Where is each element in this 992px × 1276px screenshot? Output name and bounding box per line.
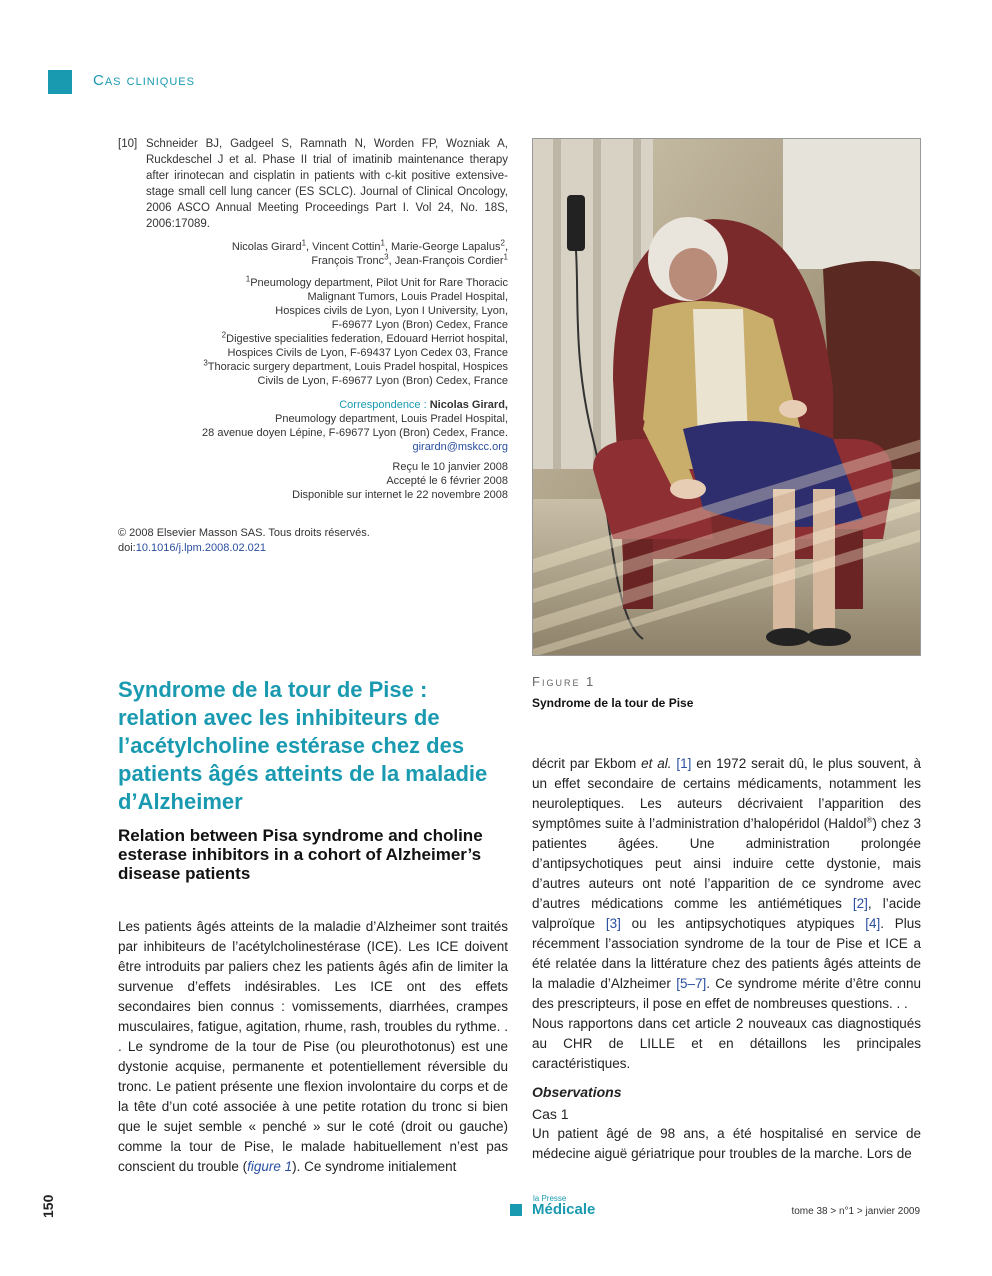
correspondence-name: Nicolas Girard,: [429, 399, 508, 411]
paragraph-text: ). Ce syndrome initialement: [292, 1159, 457, 1174]
paragraph-text: , l’acide valproïque: [532, 896, 921, 931]
affil-line: Digestive specialities federation, Edouard Herriot hospital,: [226, 333, 508, 345]
paragraph-text: . Plus récemment l’association syndrome de la tour de Pise et ICE a été relatée dans la littérature chez des patients âgés atteints de la maladie d’Alzheimer: [532, 916, 922, 991]
copyright-text: © 2008 Elsevier Masson SAS. Tous droits réservés.: [118, 527, 370, 539]
section-heading-observations: Observations: [532, 1084, 622, 1100]
citation-link[interactable]: [1]: [676, 756, 692, 771]
doi-prefix: doi:: [118, 542, 136, 554]
figure-1-photo: [532, 138, 921, 656]
figure-caption: Syndrome de la tour de Pise: [532, 696, 694, 710]
article-subtitle: Relation between Pisa syndrome and choline esterase inhibitors in a cohort of Alzheimer’s disease patients: [118, 826, 483, 883]
author-name: François Tronc: [311, 255, 385, 267]
body-column-left: [118, 917, 508, 1177]
reference-number: [10]: [118, 138, 138, 150]
citation-link[interactable]: [2]: [852, 896, 868, 911]
et-al: et al.: [641, 756, 672, 771]
registered-mark: ®: [866, 815, 873, 825]
affil-line: Malignant Tumors, Louis Pradel Hospital,: [307, 291, 508, 303]
paragraph: Nous rapportons dans cet article 2 nouveaux cas diagnostiqués au CHR de LILLE et en détaillons les principales caractéristiques.: [532, 1016, 921, 1071]
author-sup: 2: [500, 238, 505, 248]
author-name: Marie-George Lapalus: [391, 241, 501, 253]
paragraph: [118, 917, 508, 1177]
paragraph-text: en 1972 serait dû, le plus souvent, à un effet secondaire de certains médicaments, notamment les neuroleptiques. Les auteurs décrivaient l’apparition des symptômes suite à l’administration d’halopéridol (Haldol: [532, 756, 921, 831]
author-name: Nicolas Girard: [231, 241, 302, 253]
author-list: Nicolas Girard$^1$, Vincent Cottin$^1$, Marie-George Lapalus$^2$, François Tronc$^3$, Jean-François Cordier$^1$: [231, 238, 508, 267]
author-sup: 3: [384, 252, 389, 262]
paragraph-text: ou les antipsychotiques atypiques: [620, 916, 866, 931]
correspondence-line: 28 avenue doyen Lépine, F-69677 Lyon (Bron) Cedex, France.: [202, 427, 508, 439]
doi-link[interactable]: 10.1016/j.lpm.2008.02.021: [135, 542, 267, 554]
date-online: Disponible sur internet le 22 novembre 2008: [292, 489, 508, 501]
correspondence-label: Correspondence :: [339, 399, 427, 411]
subheading-cas-1: Cas 1: [532, 1106, 569, 1122]
citation-link[interactable]: [5–7]: [676, 976, 707, 991]
journal-logo-mark: [510, 1204, 522, 1216]
journal-logo-small: la Presse: [533, 1194, 567, 1203]
affil-sup: 3: [203, 358, 208, 368]
issue-info: tome 38 > n°1 > janvier 2009: [791, 1206, 920, 1217]
affil-line: Hospices civils de Lyon, Lyon I University, Lyon,: [275, 305, 508, 317]
paragraph: [532, 754, 921, 1014]
page-number: 150: [40, 1194, 56, 1218]
author-sup: 1: [380, 238, 385, 248]
affil-line: Thoracic surgery department, Louis Pradel hospital, Hospices: [207, 361, 508, 373]
date-accepted: Accepté le 6 février 2008: [386, 475, 508, 487]
author-name: Vincent Cottin: [312, 241, 381, 253]
article-dates: [118, 460, 508, 502]
correspondence-line: Pneumology department, Louis Pradel Hospital,: [275, 413, 508, 425]
date-received: Reçu le 10 janvier 2008: [392, 461, 508, 473]
figure-label: Figure 1: [532, 674, 596, 689]
author-name: Jean-François Cordier: [394, 255, 504, 267]
correspondence: [118, 398, 508, 454]
paragraph-text: . Ce syndrome mérite d’être connu des prescripteurs, il pose en effet de nombreuses questions. . .: [532, 976, 921, 1011]
paragraph-text: décrit par Ekbom: [532, 756, 642, 771]
article-title: Syndrome de la tour de Pise : relation avec les inhibiteurs de l’acétylcholine estérase chez des patients âgés atteints de la maladie d’Alzheimer: [118, 677, 488, 814]
author-sup: 1: [503, 252, 508, 262]
section-label: Cas cliniques: [93, 72, 195, 89]
section-marker: [48, 70, 72, 94]
affil-line: Hospices Civils de Lyon, F-69437 Lyon Cedex 03, France: [227, 347, 508, 359]
figure-ref-link[interactable]: figure 1: [247, 1159, 293, 1174]
affil-line: Pneumology department, Pilot Unit for Rare Thoracic: [250, 277, 508, 289]
affil-line: F-69677 Lyon (Bron) Cedex, France: [331, 319, 508, 331]
patient-photo-image: [533, 139, 921, 656]
author-sup: 1: [301, 238, 307, 248]
reference-text: Schneider BJ, Gadgeel S, Ramnath N, Worden FP, Wozniak A, Ruckdeschel J et al. Phase II trial of imatinib maintenance therapy after irinotecan and cisplatin in patients with c-kit positive extensive-stage small cell lung cancer (ES SCLC). Journal of Clinical Oncology, 2006 ASCO Annual Meeting Proceedings Part I. Vol 24, No. 18S, 2006:17089.: [146, 138, 508, 230]
citation-link[interactable]: [3]: [605, 916, 621, 931]
affiliations: [118, 276, 508, 388]
copyright-block: [118, 526, 370, 556]
affil-sup: 1: [245, 274, 251, 284]
body-column-right: [532, 754, 921, 1164]
paragraph-text: Les patients âgés atteints de la maladie d’Alzheimer sont traités par inhibiteurs de l’acétylcholinestérase (ICE). Les ICE doivent être introduits par paliers chez les patients âgés afin de limiter la survenue d’effets indésirables. Les ICE ont des effets secondaires bien connus : vomissements, diarrhées, crampes musculaires, fatigue, agitation, rhume, rash, troubles du rythme. . . Le syndrome de la tour de Pise (ou pleurothotonus) est une dystonie acquise, permanente et potentiellement réversible du tronc. Le patient présente une flexion involontaire du corps et de la tête d’un coté associée à une petite rotation du tronc si bien que le sujet semble « penché » sur le coté (droit ou gauche) comme la tour de Pise, le malade habituellement n’est pas conscient du trouble (: [118, 919, 508, 1174]
email-link[interactable]: girardn@mskcc.org: [412, 441, 508, 453]
journal-logo: Médicale: [532, 1201, 596, 1218]
paragraph-text: ) chez 3 patientes âgées. Une administration prolongée d’antipsychotiques peut ainsi induire cette dystonie, mais d’autres auteurs ont noté l’apparition de ce syndrome avec d’autres médications comme les antiémétiques: [532, 816, 922, 911]
reference-10: [118, 136, 508, 232]
citation-link[interactable]: [4]: [865, 916, 881, 931]
affil-sup: 2: [221, 330, 227, 340]
affil-line: Civils de Lyon, F-69677 Lyon (Bron) Cedex, France: [257, 375, 508, 387]
paragraph: Un patient âgé de 98 ans, a été hospitalisé en service de médecine aiguë gériatrique pour troubles de la marche. Lors de: [532, 1126, 921, 1161]
